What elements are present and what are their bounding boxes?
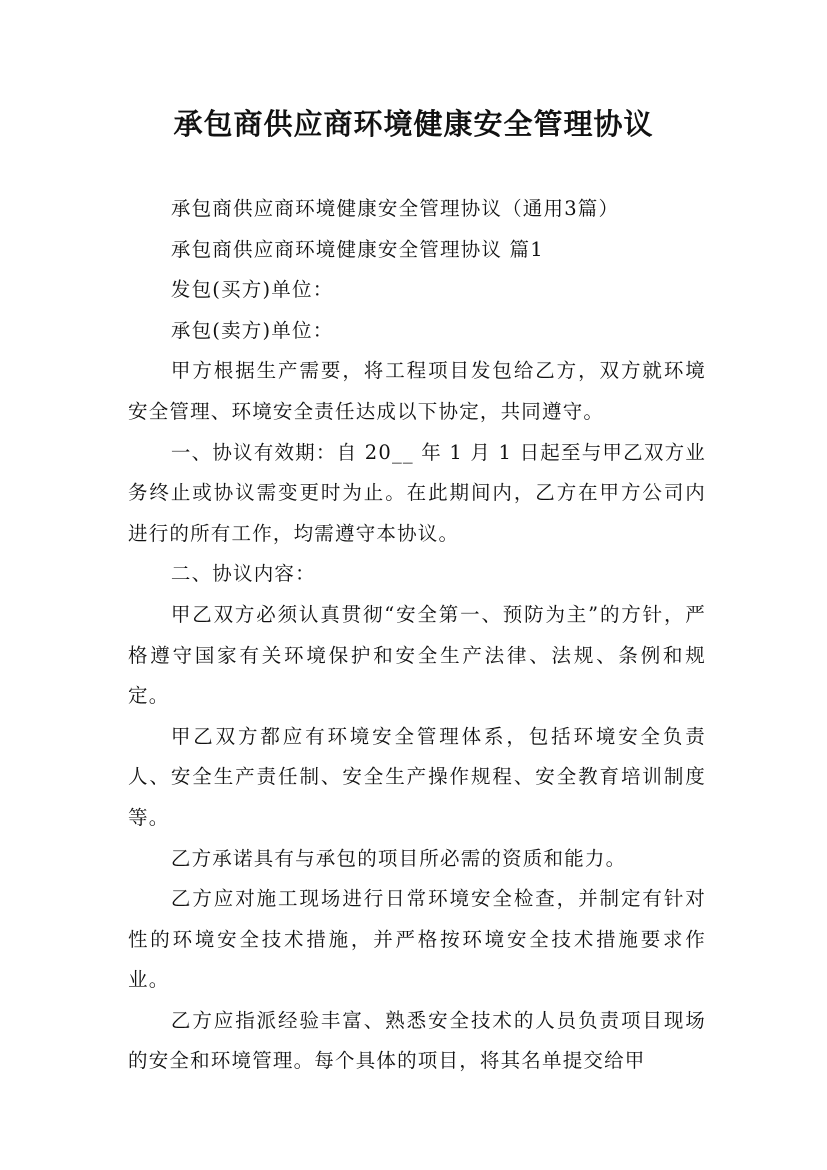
paragraph-content-heading: 二、协议内容： [170,562,316,586]
document-title: 承包商供应商环境健康安全管理协议 [173,107,654,141]
paragraph-inspection: 乙方应对施工现场进行日常环境安全检查，并制定有针对性的环境安全技术措施，并严格按环境安全技术措施要求作业。 [128,887,706,992]
paragraph-intro: 甲方根据生产需要，将工程项目发包给乙方，双方就环境安全管理、环境安全责任达成以下协定，共同遵守。 [128,359,706,423]
document-body [128,189,706,1082]
paragraph-party-b: 承包(卖方)单位： [170,318,334,342]
paragraph-policy: 甲乙双方必须认真贯彻“安全第一、预防为主”的方针，严格遵守国家有关环境保护和安全生产法律、法规、条例和规定。 [128,602,706,708]
paragraph-personnel: 乙方应指派经验丰富、熟悉安全技术的人员负责项目现场的安全和环境管理。每个具体的项目，将其名单提交给甲 [128,1008,706,1073]
paragraph-management-system: 甲乙双方都应有环境安全管理体系，包括环境安全负责人、安全生产责任制、安全生产操作规程、安全教育培训制度等。 [128,724,706,829]
paragraph-subtitle: 承包商供应商环境健康安全管理协议（通用3篇） [170,197,620,220]
paragraph-party-a: 发包(买方)单位： [170,278,334,302]
paragraph-article-heading: 承包商供应商环境健康安全管理协议 篇1 [170,237,544,261]
paragraph-qualification: 乙方承诺具有与承包的项目所必需的资质和能力。 [170,846,627,870]
paragraph-validity: 一、协议有效期：自 20__ 年 1 月 1 日起至与甲乙双方业务终止或协议需变更时为止。在此期间内，乙方在甲方公司内进行的所有工作，均需遵守本协议。 [128,440,706,545]
